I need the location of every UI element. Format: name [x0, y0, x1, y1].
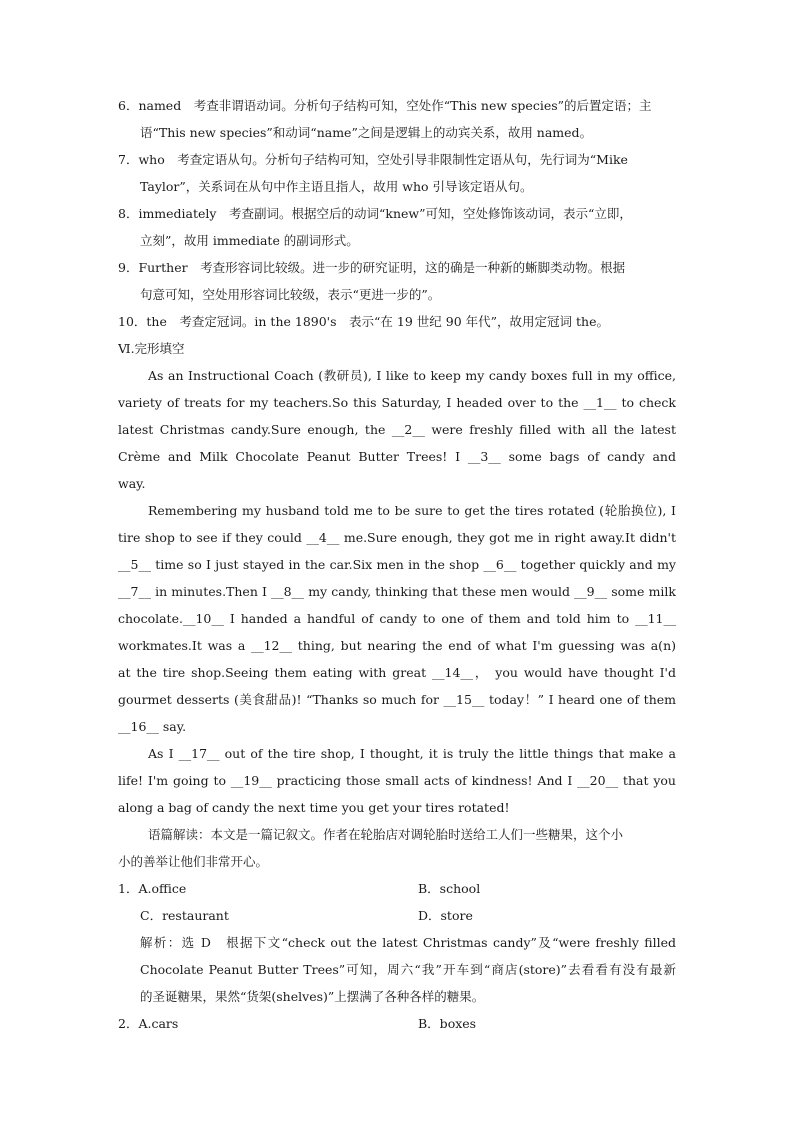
q2-option-b: B．boxes	[418, 1016, 477, 1031]
note-number: 9．	[118, 260, 139, 275]
question-number: 1．	[118, 881, 139, 896]
q1-option-b: B．school	[418, 881, 481, 896]
passage-line: As I __17__ out of the tire shop, I thought, it is truly the little things that make a	[148, 746, 676, 761]
passage-line: chocolate.__10__ I handed a handful of candy to one of them and told him to __11__	[118, 611, 676, 626]
note-6-line-1	[118, 92, 676, 119]
summary-line: 语篇解读：本文是一篇记叙文。作者在轮胎店对调轮胎时送给工人们一些糖果，这个小	[148, 827, 624, 842]
note-6-line-2: 语“This new species”和动词“name”之间是逻辑上的动宾关系，故用 named。	[140, 125, 593, 140]
note-7-line-1	[118, 146, 676, 173]
passage-line: life! I'm going to __19__ practicing those small acts of kindness! And I __20__ that you	[118, 773, 676, 788]
question-2	[118, 1010, 676, 1037]
q1-options-row-2	[118, 902, 676, 929]
note-9-line-1	[118, 254, 676, 281]
note-text: 考查非谓语动词。分析句子结构可知，空处作“This new species”的后置定语；主	[193, 98, 652, 113]
note-answer: Further	[138, 260, 188, 275]
q1-option-d: D．store	[418, 908, 473, 923]
passage-line: As an Instructional Coach (教研员), I like to keep my candy boxes full in my office,	[148, 368, 676, 383]
q1-option-a	[118, 875, 186, 902]
passage-line: workmates.It was a __12__ thing, but nearing the end of what I'm guessing was a(n)	[118, 638, 676, 653]
option-text: A.cars	[138, 1016, 179, 1031]
note-10-line-1	[118, 308, 676, 335]
q2-option-a	[118, 1010, 178, 1037]
q1-explanation-line: 解析：选 D 根据下文“check out the latest Christmas candy”及“were freshly filled	[140, 935, 676, 950]
note-number: 6．	[118, 98, 139, 113]
passage-line: Crème and Milk Chocolate Peanut Butter Trees! I __3__ some bags of candy and	[118, 449, 676, 464]
passage-line: latest Christmas candy.Sure enough, the __2__ were freshly filled with all the latest	[118, 422, 676, 437]
passage-line: at the tire shop.Seeing them eating with great __14__， you would have thought I'd	[118, 665, 676, 680]
document-page	[118, 92, 676, 1037]
q2-options-row-1	[118, 1010, 676, 1037]
answer-notes	[118, 92, 676, 335]
passage-line: __5__ time so I just stayed in the car.Six men in the shop __6__ together quickly and my	[118, 557, 676, 572]
note-7-line-2: Taylor”，关系词在从句中作主语且指人，故用 who 引导该定语从句。	[140, 179, 533, 194]
note-text: 考查副词。根据空后的动词“knew”可知，空处修饰该动词，表示“立即，	[229, 206, 632, 221]
note-answer: named	[138, 98, 182, 113]
passage-line: way.	[118, 476, 146, 491]
note-answer: who	[138, 152, 165, 167]
section-title: Ⅵ.完形填空	[118, 341, 185, 356]
note-number: 7．	[118, 152, 139, 167]
note-answer: immediately	[138, 206, 217, 221]
passage-line: along a bag of candy the next time you get your tires rotated!	[118, 800, 510, 815]
question-1	[118, 875, 676, 1010]
note-answer: the	[146, 314, 167, 329]
note-text: 考查形容词比较级。进一步的研究证明，这的确是一种新的蜥脚类动物。根据	[200, 260, 626, 275]
passage-line: __7__ in minutes.Then I __8__ my candy, thinking that these men would __9__ some milk	[118, 584, 676, 599]
passage-line: variety of treats for my teachers.So this Saturday, I headed over to the __1__ to check	[118, 395, 676, 410]
passage-line: gourmet desserts (美食甜品)! “Thanks so much for __15__ today！” I heard one of them	[118, 692, 676, 707]
question-number: 2．	[118, 1016, 139, 1031]
note-text: 考查定语从句。分析句子结构可知，空处引导非限制性定语从句，先行词为“Mike	[177, 152, 628, 167]
note-number: 8．	[118, 206, 139, 221]
note-number: 10．	[118, 314, 147, 329]
q1-explanation-line: 的圣诞糖果，果然“货架(shelves)”上摆满了各种各样的糖果。	[140, 989, 485, 1004]
q1-option-c: C．restaurant	[140, 908, 229, 923]
note-9-line-2: 句意可知，空处用形容词比较级，表示“更进一步的”。	[140, 287, 441, 302]
passage-line: Remembering my husband told me to be sure to get the tires rotated (轮胎换位), I	[148, 503, 676, 518]
note-8-line-2: 立刻”，故用 immediate 的副词形式。	[140, 233, 359, 248]
summary-line: 小的善举让他们非常开心。	[118, 854, 269, 869]
passage-line: tire shop to see if they could __4__ me.Sure enough, they got me in right away.It didn't	[118, 530, 676, 545]
cloze-passage	[118, 362, 676, 821]
q1-explanation-line: Chocolate Peanut Butter Trees”可知，周六“我”开车到“商店(store)”去看看有没有最新	[140, 962, 676, 977]
note-8-line-1	[118, 200, 676, 227]
note-text: 考查定冠词。in the 1890's 表示“在 19 世纪 90 年代”，故用定冠词 the。	[179, 314, 609, 329]
option-text: A.office	[138, 881, 187, 896]
passage-line: __16__ say.	[118, 719, 187, 734]
passage-summary	[118, 821, 676, 875]
q1-options-row-1	[118, 875, 676, 902]
